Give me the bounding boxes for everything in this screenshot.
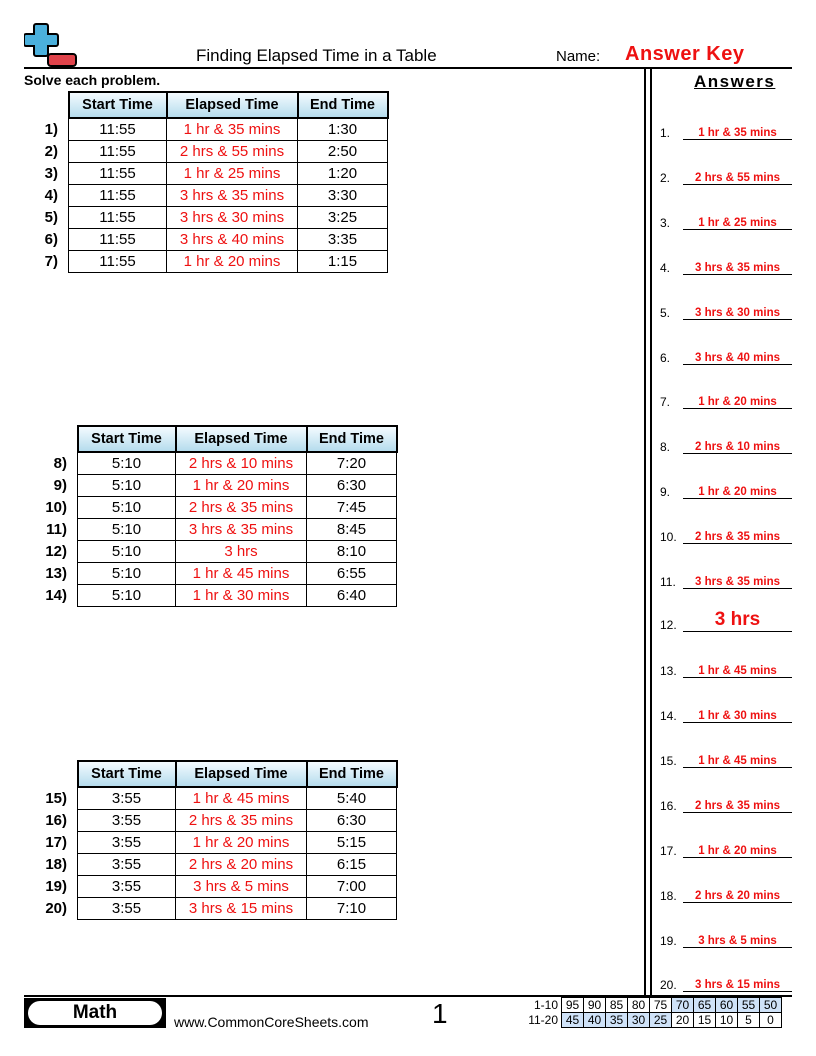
elapsed-time: 1 hr & 25 mins (167, 163, 298, 185)
score-cell: 80 (628, 998, 650, 1013)
end-time: 3:35 (298, 229, 388, 251)
answer-item (660, 434, 792, 454)
header-rule (24, 67, 792, 69)
score-cell: 20 (672, 1013, 694, 1028)
elapsed-time: 3 hrs (176, 541, 307, 563)
end-time: 1:30 (298, 118, 388, 141)
score-cell: 70 (672, 998, 694, 1013)
end-time: 7:20 (307, 452, 397, 475)
answer-value: 3 hrs & 30 mins (683, 307, 792, 320)
end-time: 3:30 (298, 185, 388, 207)
answer-item (660, 479, 792, 499)
answer-item (660, 928, 792, 948)
answer-number: 10. (660, 530, 677, 544)
header-end-time: End Time (298, 92, 388, 118)
score-cell: 75 (650, 998, 672, 1013)
answer-item (660, 120, 792, 140)
end-time: 8:45 (307, 519, 397, 541)
header-end-time: End Time (307, 761, 397, 787)
answer-value: 1 hr & 35 mins (683, 127, 792, 140)
problem-number: 10) (45, 499, 67, 516)
start-time: 3:55 (78, 810, 176, 832)
answer-item (660, 658, 792, 678)
start-time: 5:10 (78, 452, 176, 475)
answer-number: 4. (660, 261, 671, 275)
end-time: 6:15 (307, 854, 397, 876)
problem-number: 2) (44, 143, 58, 160)
answer-number: 3. (660, 216, 671, 230)
column-divider (650, 69, 652, 997)
start-time: 5:10 (78, 475, 176, 497)
score-cell: 30 (628, 1013, 650, 1028)
score-table (525, 997, 782, 1028)
end-time: 5:40 (307, 787, 397, 810)
start-time: 11:55 (69, 185, 167, 207)
answer-item (660, 972, 792, 992)
end-time: 1:20 (298, 163, 388, 185)
problem-number: 7) (44, 253, 58, 270)
answer-number: 1. (660, 126, 671, 140)
problem-table-3 (33, 760, 398, 920)
elapsed-time: 3 hrs & 35 mins (167, 185, 298, 207)
answer-value: 3 hrs & 35 mins (683, 576, 792, 589)
end-time: 6:40 (307, 585, 397, 607)
end-time: 7:45 (307, 497, 397, 519)
elapsed-time: 2 hrs & 35 mins (176, 497, 307, 519)
start-time: 5:10 (78, 585, 176, 607)
score-cell: 45 (562, 1013, 584, 1028)
start-time: 11:55 (69, 163, 167, 185)
start-time: 11:55 (69, 141, 167, 163)
answer-number: 8. (660, 440, 671, 454)
problem-number: 6) (44, 231, 58, 248)
header-end-time: End Time (307, 426, 397, 452)
subject-badge: Math (28, 1001, 162, 1025)
worksheet-title: Finding Elapsed Time in a Table (196, 46, 437, 65)
answer-item (660, 748, 792, 768)
table-header-row (33, 426, 397, 452)
problem-number: 9) (53, 477, 67, 494)
header-start-time: Start Time (69, 92, 167, 118)
answer-item (660, 883, 792, 903)
score-cell: 25 (650, 1013, 672, 1028)
end-time: 6:55 (307, 563, 397, 585)
problem-number: 19) (45, 878, 67, 895)
answer-item (660, 165, 792, 185)
answer-number: 20. (660, 978, 677, 992)
elapsed-time: 1 hr & 35 mins (167, 118, 298, 141)
answer-item (660, 838, 792, 858)
score-cell: 50 (760, 998, 782, 1013)
table-row (33, 810, 397, 832)
table-row (24, 185, 388, 207)
table-row (33, 787, 397, 810)
answer-number: 2. (660, 171, 671, 185)
problem-number: 5) (44, 209, 58, 226)
start-time: 5:10 (78, 541, 176, 563)
answer-value: 1 hr & 20 mins (683, 396, 792, 409)
answer-item (660, 210, 792, 230)
problem-number: 20) (45, 900, 67, 917)
header-start-time: Start Time (78, 426, 176, 452)
score-cell: 15 (694, 1013, 716, 1028)
answer-item (660, 703, 792, 723)
elapsed-time: 3 hrs & 30 mins (167, 207, 298, 229)
header-elapsed-time: Elapsed Time (176, 426, 307, 452)
score-row-label: 1-10 (533, 998, 558, 1012)
elapsed-time: 3 hrs & 40 mins (167, 229, 298, 251)
end-time: 2:50 (298, 141, 388, 163)
table-row (24, 163, 388, 185)
end-time: 1:15 (298, 251, 388, 273)
score-cell: 90 (584, 998, 606, 1013)
end-time: 7:00 (307, 876, 397, 898)
answer-number: 7. (660, 395, 671, 409)
elapsed-time: 1 hr & 30 mins (176, 585, 307, 607)
start-time: 11:55 (69, 251, 167, 273)
answer-value: 3 hrs (683, 609, 792, 632)
problem-number: 3) (44, 165, 58, 182)
start-time: 3:55 (78, 787, 176, 810)
start-time: 11:55 (69, 229, 167, 251)
answer-value: 2 hrs & 55 mins (683, 172, 792, 185)
elapsed-time: 1 hr & 20 mins (176, 832, 307, 854)
answer-value: 1 hr & 20 mins (683, 486, 792, 499)
table-row (24, 207, 388, 229)
answer-number: 14. (660, 709, 677, 723)
start-time: 11:55 (69, 118, 167, 141)
problem-number: 18) (45, 856, 67, 873)
end-time: 6:30 (307, 810, 397, 832)
answer-item (660, 604, 792, 632)
answer-value: 1 hr & 25 mins (683, 217, 792, 230)
table-row (33, 563, 397, 585)
page-number: 1 (432, 998, 448, 1029)
answer-number: 6. (660, 351, 671, 365)
start-time: 3:55 (78, 898, 176, 920)
answer-number: 16. (660, 799, 677, 813)
site-url: www.CommonCoreSheets.com (174, 1014, 369, 1030)
start-time: 3:55 (78, 876, 176, 898)
answer-value: 1 hr & 45 mins (683, 665, 792, 678)
answer-number: 13. (660, 664, 677, 678)
answer-item (660, 345, 792, 365)
answer-item (660, 524, 792, 544)
elapsed-time: 3 hrs & 15 mins (176, 898, 307, 920)
elapsed-time: 2 hrs & 55 mins (167, 141, 298, 163)
header-start-time: Start Time (78, 761, 176, 787)
elapsed-time: 1 hr & 45 mins (176, 563, 307, 585)
answer-value: 1 hr & 45 mins (683, 755, 792, 768)
start-time: 11:55 (69, 207, 167, 229)
elapsed-time: 1 hr & 45 mins (176, 787, 307, 810)
elapsed-time: 3 hrs & 35 mins (176, 519, 307, 541)
table-row (33, 898, 397, 920)
score-cell: 65 (694, 998, 716, 1013)
start-time: 5:10 (78, 497, 176, 519)
answer-value: 1 hr & 30 mins (683, 710, 792, 723)
score-cell: 95 (562, 998, 584, 1013)
answer-item (660, 569, 792, 589)
answer-value: 2 hrs & 35 mins (683, 531, 792, 544)
table-header-row (33, 761, 397, 787)
problem-number: 13) (45, 565, 67, 582)
elapsed-time: 3 hrs & 5 mins (176, 876, 307, 898)
name-label: Name: (556, 48, 601, 65)
answer-value: 2 hrs & 20 mins (683, 890, 792, 903)
elapsed-time: 2 hrs & 10 mins (176, 452, 307, 475)
problem-number: 12) (45, 543, 67, 560)
answer-value: 2 hrs & 10 mins (683, 441, 792, 454)
problem-number: 11) (46, 521, 67, 538)
score-cell: 0 (760, 1013, 782, 1028)
problem-table-2 (33, 425, 398, 607)
score-cell: 35 (606, 1013, 628, 1028)
end-time: 7:10 (307, 898, 397, 920)
table-row (33, 452, 397, 475)
answer-number: 5. (660, 306, 671, 320)
table-row (24, 141, 388, 163)
problem-number: 17) (45, 834, 67, 851)
answers-title: Answers (694, 72, 776, 91)
table-row (33, 854, 397, 876)
header-elapsed-time: Elapsed Time (167, 92, 298, 118)
problem-number: 8) (53, 454, 67, 472)
start-time: 5:10 (78, 563, 176, 585)
score-cell: 55 (738, 998, 760, 1013)
plus-minus-logo-icon (24, 22, 80, 68)
table-row (24, 229, 388, 251)
problem-table-1 (24, 91, 389, 273)
score-cell: 85 (606, 998, 628, 1013)
answer-value: 1 hr & 20 mins (683, 845, 792, 858)
table-row (33, 876, 397, 898)
answer-number: 18. (660, 889, 677, 903)
answer-number: 11. (660, 575, 676, 589)
table-row (33, 497, 397, 519)
answer-value: 3 hrs & 15 mins (683, 979, 792, 992)
instructions: Solve each problem. (24, 72, 161, 88)
answer-value: 3 hrs & 40 mins (683, 352, 792, 365)
score-cell: 10 (716, 1013, 738, 1028)
problem-number: 4) (44, 187, 58, 204)
problem-number: 16) (45, 812, 67, 829)
table-row (24, 118, 388, 141)
elapsed-time: 1 hr & 20 mins (176, 475, 307, 497)
answer-number: 17. (660, 844, 677, 858)
name-value: Answer Key (625, 43, 745, 65)
score-row (525, 998, 782, 1013)
answer-number: 15. (660, 754, 677, 768)
header-elapsed-time: Elapsed Time (176, 761, 307, 787)
answer-value: 3 hrs & 5 mins (683, 935, 792, 948)
score-row-label: 11-20 (528, 1013, 558, 1027)
elapsed-time: 1 hr & 20 mins (167, 251, 298, 273)
table-row (33, 541, 397, 563)
end-time: 3:25 (298, 207, 388, 229)
score-cell: 40 (584, 1013, 606, 1028)
answer-item (660, 300, 792, 320)
answer-item (660, 389, 792, 409)
elapsed-time: 2 hrs & 35 mins (176, 810, 307, 832)
table-row (33, 585, 397, 607)
elapsed-time: 2 hrs & 20 mins (176, 854, 307, 876)
score-cell: 60 (716, 998, 738, 1013)
answer-value: 2 hrs & 35 mins (683, 800, 792, 813)
table-row (33, 519, 397, 541)
column-divider (644, 69, 646, 997)
problem-number: 14) (45, 587, 67, 604)
answer-number: 19. (660, 934, 677, 948)
answer-value: 3 hrs & 35 mins (683, 262, 792, 275)
answer-number: 12. (660, 618, 677, 632)
score-row (525, 1013, 782, 1028)
table-row (33, 832, 397, 854)
table-header-row (24, 92, 388, 118)
answer-number: 9. (660, 485, 671, 499)
answer-item (660, 255, 792, 275)
end-time: 5:15 (307, 832, 397, 854)
answer-item (660, 793, 792, 813)
start-time: 5:10 (78, 519, 176, 541)
table-row (24, 251, 388, 273)
problem-number: 1) (44, 120, 58, 138)
end-time: 8:10 (307, 541, 397, 563)
table-row (33, 475, 397, 497)
start-time: 3:55 (78, 832, 176, 854)
score-cell: 5 (738, 1013, 760, 1028)
end-time: 6:30 (307, 475, 397, 497)
start-time: 3:55 (78, 854, 176, 876)
problem-number: 15) (45, 789, 67, 807)
